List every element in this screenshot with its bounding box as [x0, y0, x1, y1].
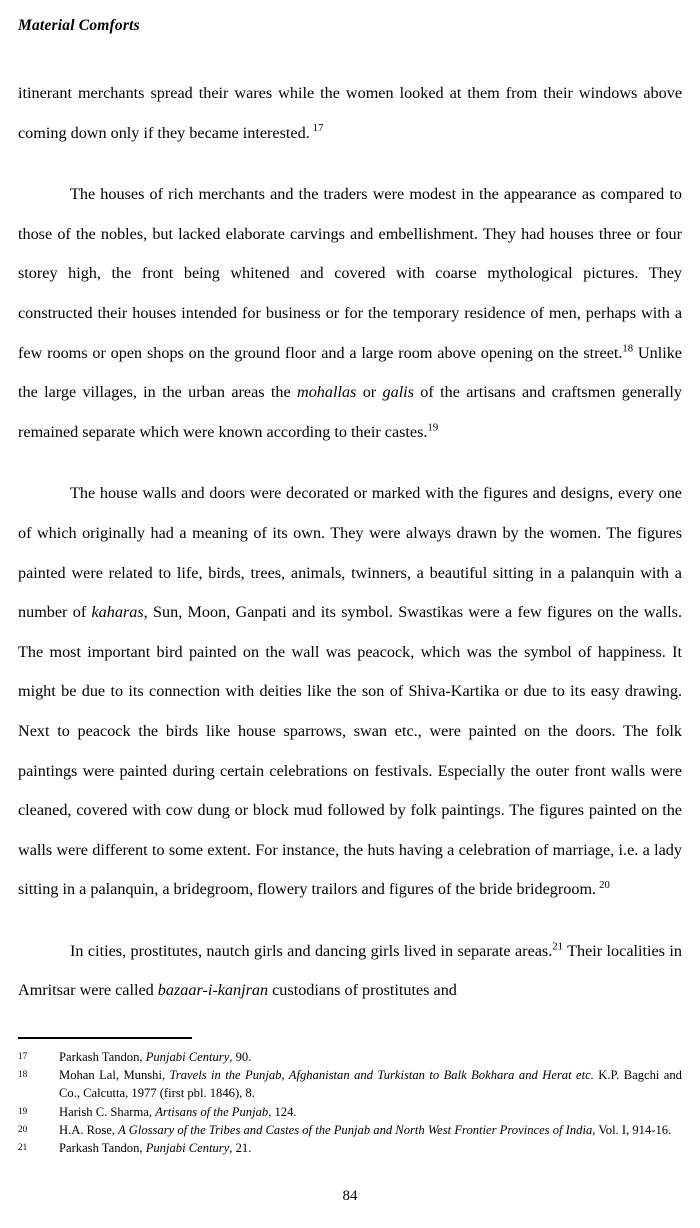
footnote-18 — [18, 1066, 682, 1102]
para-itinerant: itinerant merchants spread their wares while the women looked at them from their windows above coming down only if they became interested. $^{17}$ — [18, 84, 682, 142]
footnote-number-17[interactable]: 17 — [18, 1051, 28, 1061]
footnote-number-18[interactable]: 18 — [18, 1069, 28, 1080]
footnote-ref-18[interactable]: 18 — [622, 342, 634, 355]
italic-term: Punjabi Century — [145, 1050, 230, 1064]
footnote-number-20[interactable]: 20 — [18, 1123, 28, 1134]
footnote-21 — [18, 1139, 682, 1157]
para-house-walls-and-doors: The house walls and doors were decorated or marked with the figures and designs, every one of which originally had a meaning of its own. They were always drawn by the women. The figures painted were related to life, birds, trees, animals, twinners, a beautiful sitting in a palanquin with a number of kaharas, Sun, Moon, Ganpati and its symbol. Swastikas were a few figures on the walls. The most important bird painted on the wall was peacock, which was the symbol of happiness. It might be due to its connection with deities like the son of Shiva-Kartika or due to its easy drawing. Next to peacock the birds like house sparrows, swan etc., were painted on the doors. The folk paintings were painted during certain celebrations on festivals. Especially the outer front walls were cleaned, covered with cow dung or block mud followed by folk paintings. The figures painted on the walls were different to some extent. For instance, the huts having a celebration of marriage, i.e. a lady sitting in a palanquin, a bridegroom, flowery trailors and figures of the bride bridegroom. $^{20}$ — [18, 484, 682, 899]
italic-term: A Glossary of the Tribes and Castes of the Punjab and North West Frontier Provinces of India — [118, 1122, 593, 1137]
footnotes-section — [18, 1048, 682, 1157]
footnote-text-20: H.A. Rose, A Glossary of the Tribes and Castes of the Punjab and North West Frontier Provinces of India, Vol. I, 914-16. — [59, 1122, 672, 1137]
para-houses-of-rich-merchants: The houses of rich merchants and the traders were modest in the appearance as compared to those of the nobles, but lacked elaborate carvings and embellishment. They had houses three or four storey high, the front being whitened and covered with coarse mythological pictures. They constructed their houses intended for business or for the temporary residence of men, perhaps with a few rooms or open shops on the ground floor and a large room above opening on the street.$^{18}$ Unlike the large villages, in the urban areas the mohallas or galis of the artisans and craftsmen generally remained separate which were known according to their castes.$^{19}$ — [18, 185, 682, 441]
footnote-number-21[interactable]: 21 — [18, 1142, 28, 1153]
footnote-20 — [18, 1121, 682, 1139]
running-head: Material Comforts — [18, 17, 140, 34]
footnote-ref-19[interactable]: 19 — [427, 421, 439, 434]
footnote-text-17: Parkash Tandon, Punjabi Century, 90. — [59, 1050, 252, 1064]
italic-term: Punjabi Century — [145, 1141, 230, 1156]
footnote-text-19: Harish C. Sharma, Artisans of the Punjab, 124. — [59, 1104, 297, 1119]
italic-term: Travels in the Punjab, Afghanistan and Turkistan to Balk Bokhara and Herat etc. — [169, 1068, 594, 1083]
footnote-text-18: Mohan Lal, Munshi, Travels in the Punjab, Afghanistan and Turkistan to Balk Bokhara and Herat etc. K.P. Bagchi and Co., Calcutta, 1977 (first pbl. 1846), 8. — [59, 1068, 682, 1101]
footnote-ref-17[interactable]: 17 — [312, 122, 324, 135]
footnote-text-21: Parkash Tandon, Punjabi Century, 21. — [59, 1141, 252, 1156]
italic-term: kaharas — [91, 603, 144, 622]
italic-term: bazaar-i-kanjran — [157, 981, 269, 1000]
italic-term: Artisans of the Punjab — [155, 1104, 269, 1119]
italic-term: mohallas — [297, 383, 357, 402]
body-text-column — [18, 74, 682, 1011]
footnote-ref-21[interactable]: 21 — [552, 940, 563, 953]
footnote-number-19[interactable]: 19 — [18, 1105, 28, 1116]
footnote-separator-rule — [18, 1037, 192, 1039]
footnote-17 — [18, 1048, 682, 1066]
footnote-ref-20[interactable]: 20 — [599, 878, 610, 891]
para-in-cities-prostitutes: In cities, prostitutes, nautch girls and dancing girls lived in separate areas.$^{21}$ Their localities in Amritsar were called bazaar-i-kanjran custodians of prostitutes and — [18, 940, 682, 1000]
italic-term: galis — [382, 383, 414, 402]
footnote-19 — [18, 1103, 682, 1121]
page-number: 84 — [342, 1188, 358, 1204]
